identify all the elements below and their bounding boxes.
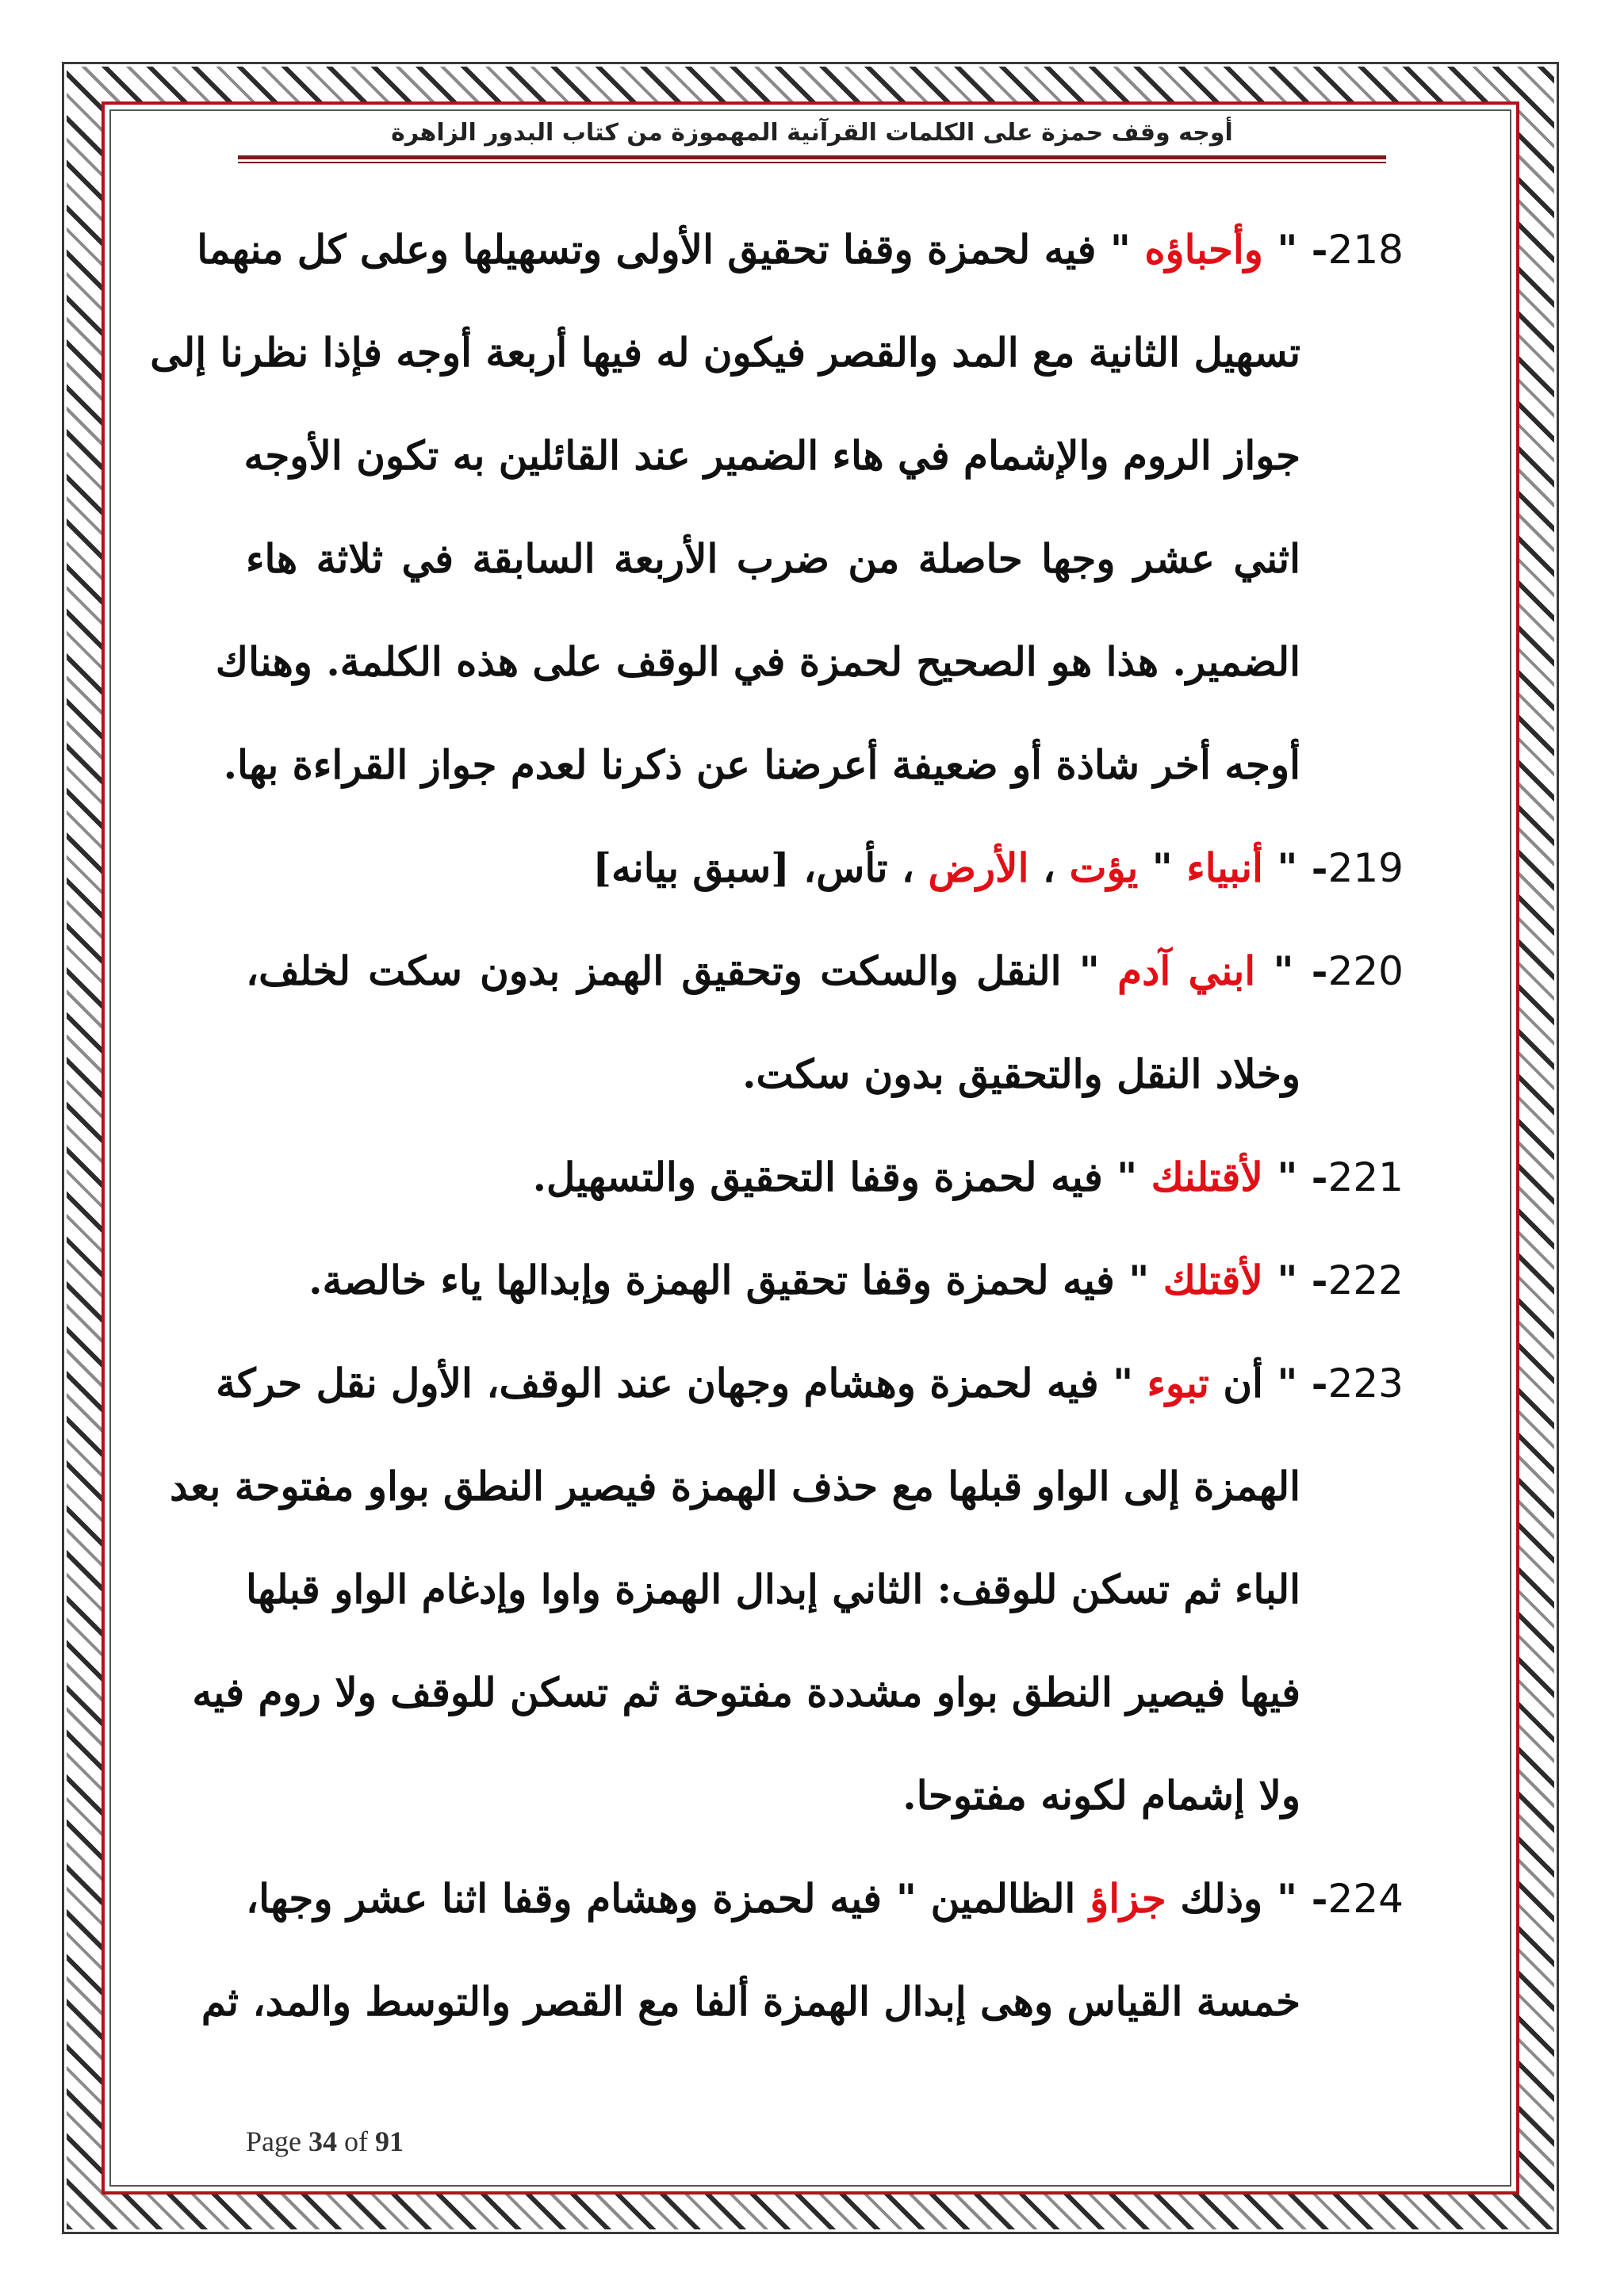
page-total: 91 — [374, 2126, 404, 2157]
text-line: الباء ثم تسكن للوقف: الثاني إبدال الهمزة واوا وإدغام الواو قبلها — [246, 1566, 1300, 1613]
entry-222: 222- " لأقتلك " فيه لحمزة وقفا تحقيق الهمزة وإبدالها ياء خالصة. — [308, 1257, 1404, 1303]
main-text — [150, 198, 1404, 2053]
entry-224: 224- " وذلك جزاؤ الظالمين " فيه لحمزة وهشام وقفا اثنا عشر وجها، — [246, 1875, 1404, 1922]
text-line: الهمزة إلى الواو قبلها مع حذف الهمزة فيصير النطق بواو مفتوحة بعد — [170, 1463, 1300, 1510]
text-line: ولا إشمام لكونه مفتوحا. — [902, 1772, 1300, 1819]
text-line: وخلاد النقل والتحقيق بدون سكت. — [742, 1050, 1300, 1097]
highlight-word: ابني آدم — [1117, 947, 1256, 994]
text-line: فيها فيصير النطق بواو مشددة مفتوحة ثم تسكن للوقف ولا روم فيه — [192, 1669, 1300, 1716]
highlight-word: جزاؤ — [1090, 1875, 1166, 1922]
page-number: 34 — [308, 2126, 337, 2157]
page-footer: Page 34 of 91 — [246, 2126, 404, 2157]
text-line: الضمير. هذا هو الصحيح لحمزة في الوقف على هذه الكلمة. وهناك — [215, 638, 1300, 685]
highlight-word: لأقتلنك — [1151, 1154, 1263, 1200]
highlight-word: الأرض — [928, 844, 1029, 891]
header-rule — [238, 155, 1386, 159]
entry-218: 218- " وأحباؤه " فيه لحمزة وقفا تحقيق الأولى وتسهيلها وعلى كل منهما — [197, 226, 1404, 273]
running-header: أوجه وقف حمزة على الكلمات القرآنية المهموزة من كتاب البدور الزاهرة — [391, 119, 1233, 147]
entry-221: 221- " لأقتلنك " فيه لحمزة وقفا التحقيق والتسهيل. — [532, 1154, 1404, 1200]
text-line: أوجه أخر شاذة أو ضعيفة أعرضنا عن ذكرنا لعدم جواز القراءة بها. — [223, 741, 1300, 788]
highlight-word: أنبياء — [1186, 844, 1263, 891]
entry-219: 219- " أنبياء " يؤت ، الأرض ، تأس، [سبق بيانه] — [592, 844, 1404, 891]
text-line: خمسة القياس وهى إبدال الهمزة ألفا مع القصر والتوسط والمد، ثم — [201, 1978, 1300, 2025]
entry-220: 220- " ابني آدم " النقل والسكت وتحقيق الهمز بدون سكت لخلف، — [246, 947, 1404, 994]
text-line: تسهيل الثانية مع المد والقصر فيكون له فيها أربعة أوجه فإذا نظرنا إلى — [150, 329, 1300, 376]
entry-223: 223- " أن تبوء " فيه لحمزة وهشام وجهان عند الوقف، الأول نقل حركة — [216, 1360, 1404, 1406]
highlight-word: وأحباؤه — [1144, 226, 1263, 273]
text-line: اثني عشر وجها حاصلة من ضرب الأربعة السابقة في ثلاثة هاء — [246, 535, 1300, 582]
highlight-word: يؤت — [1069, 844, 1139, 891]
text-line: جواز الروم والإشمام في هاء الضمير عند القائلين به تكون الأوجه — [243, 432, 1300, 479]
highlight-word: لأقتلك — [1162, 1257, 1263, 1303]
header-rule-thin — [238, 162, 1386, 163]
highlight-word: تبوء — [1147, 1360, 1209, 1406]
